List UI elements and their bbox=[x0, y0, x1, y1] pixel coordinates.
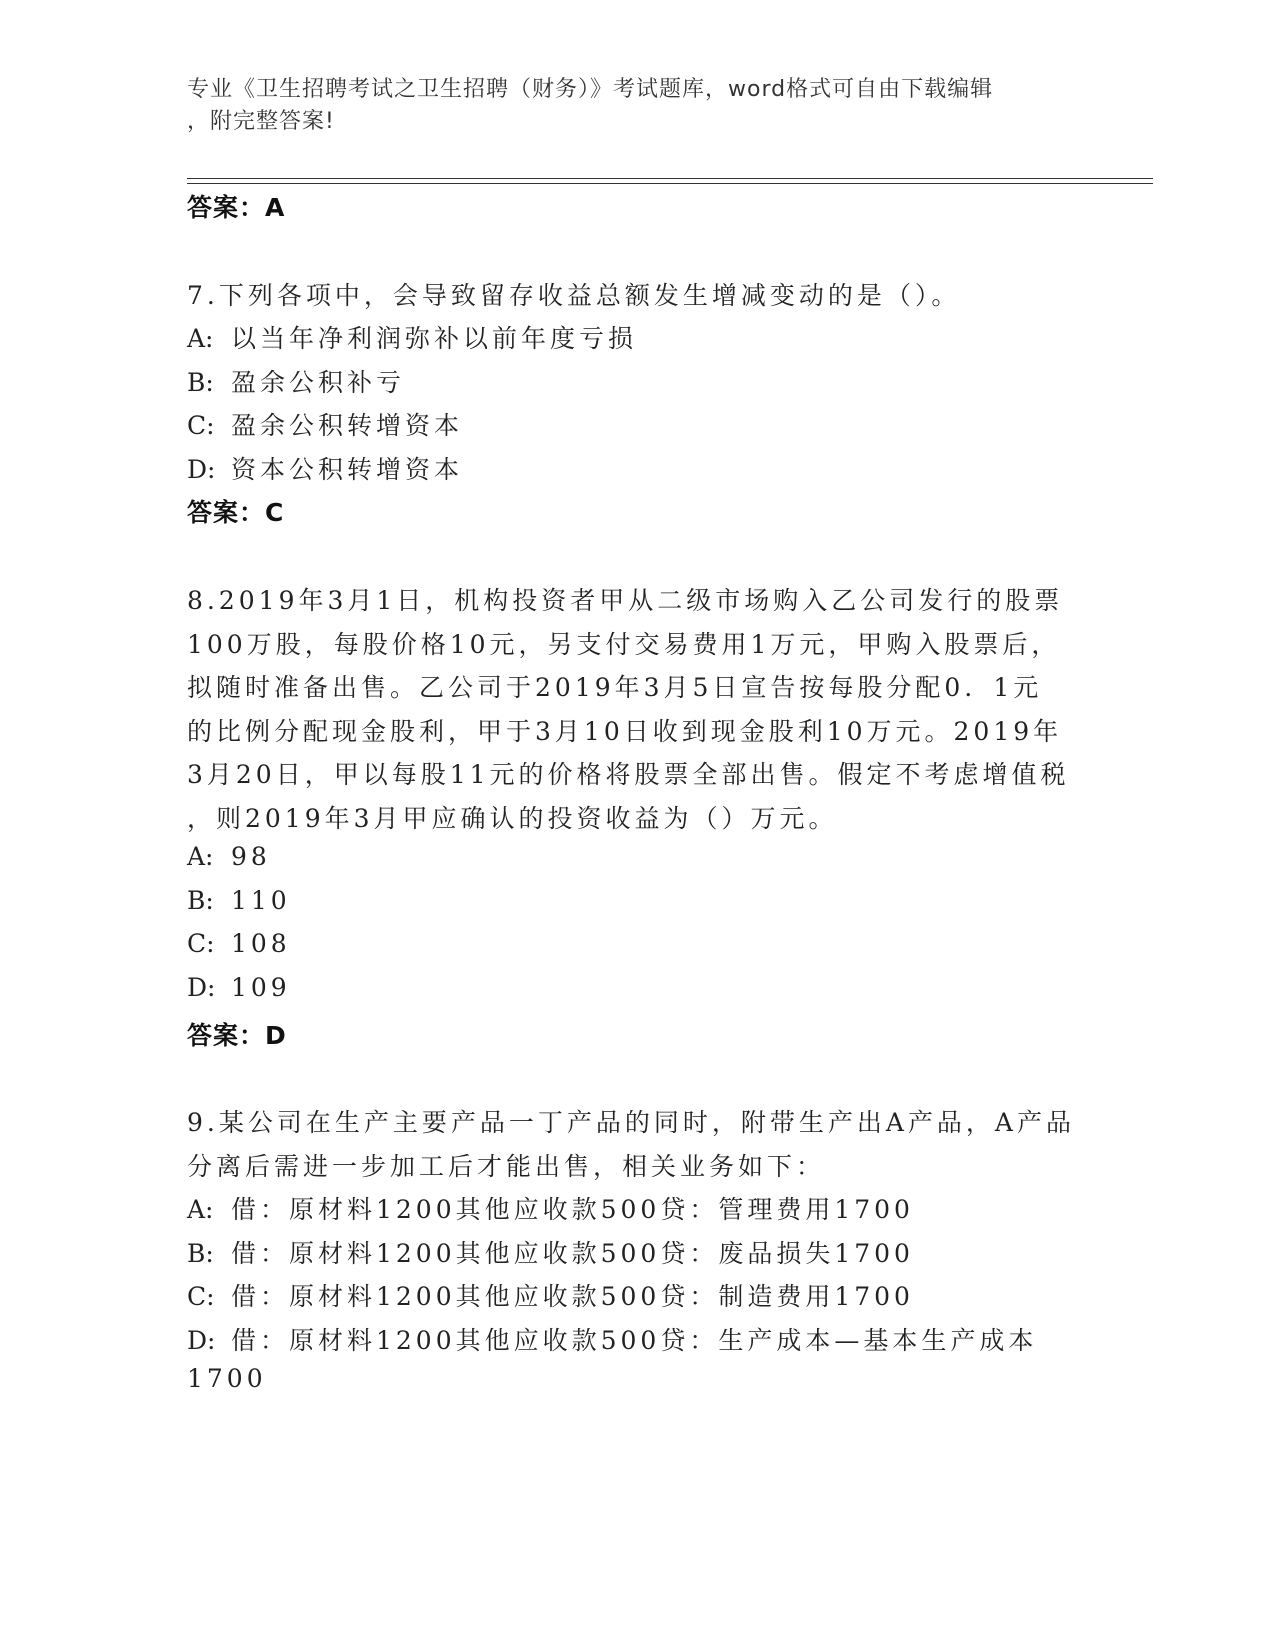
q9-stem-line-2: 分离后需进一步加工后才能出售，相关业务如下： bbox=[187, 1152, 826, 1181]
option-label: C: bbox=[187, 411, 215, 440]
option-label: D: bbox=[187, 455, 216, 484]
q8-stem-line-6: ，则2019年3月甲应确认的投资收益为（）万元。 bbox=[187, 804, 838, 833]
q9-stem-line-1: 9.某公司在生产主要产品一丁产品的同时，附带生产出A产品，A产品 bbox=[187, 1108, 1075, 1137]
q7-option-c bbox=[187, 406, 463, 442]
option-text: 108 bbox=[231, 929, 291, 958]
q8-option-b bbox=[187, 886, 291, 915]
option-label: B: bbox=[187, 368, 214, 397]
option-label: B: bbox=[187, 886, 214, 915]
option-text: 借：原材料1200其他应收款500贷：废品损失1700 bbox=[231, 1239, 914, 1268]
q8-stem-line-5: 3月20日，甲以每股11元的价格将股票全部出售。假定不考虑增值税 bbox=[187, 760, 1070, 789]
option-text: 资本公积转增资本 bbox=[231, 455, 464, 484]
answer-value: A bbox=[265, 193, 286, 222]
q7-option-d bbox=[187, 450, 463, 486]
q9-option-c bbox=[187, 1277, 914, 1313]
option-text: 109 bbox=[231, 973, 291, 1002]
option-text: 以当年净利润弥补以前年度亏损 bbox=[231, 324, 638, 353]
header-divider-bottom bbox=[187, 183, 1153, 184]
answer-previous bbox=[187, 188, 285, 224]
option-text: 借：原材料1200其他应收款500贷：制造费用1700 bbox=[231, 1282, 914, 1311]
option-text: 借：原材料1200其他应收款500贷：管理费用1700 bbox=[231, 1195, 914, 1224]
option-label: A: bbox=[187, 324, 214, 353]
answer-value: C bbox=[265, 498, 285, 527]
option-label: C: bbox=[187, 1282, 215, 1311]
header-line-2: ，附完整答案! bbox=[187, 109, 335, 134]
q7-option-b bbox=[187, 363, 405, 399]
answer-q8 bbox=[187, 1016, 287, 1052]
option-label: D: bbox=[187, 1326, 216, 1355]
option-text: 借：原材料1200其他应收款500贷：生产成本—基本生产成本 bbox=[231, 1326, 1038, 1355]
q8-option-a bbox=[187, 842, 271, 871]
option-label: C: bbox=[187, 929, 215, 958]
option-label: A: bbox=[187, 842, 214, 871]
option-label: D: bbox=[187, 973, 216, 1002]
q8-stem-line-1: 8.2019年3月1日，机构投资者甲从二级市场购入乙公司发行的股票 bbox=[187, 586, 1064, 615]
q9-option-a bbox=[187, 1190, 914, 1226]
q9-option-b bbox=[187, 1234, 914, 1270]
option-label: B: bbox=[187, 1239, 214, 1268]
q9-option-d bbox=[187, 1321, 1037, 1357]
option-text: 98 bbox=[231, 842, 271, 871]
answer-q7 bbox=[187, 493, 284, 529]
q8-stem-line-4: 的比例分配现金股利，甲于3月10日收到现金股利10万元。2019年 bbox=[187, 717, 1063, 746]
q8-stem-line-3: 拟随时准备出售。乙公司于2019年3月5日宣告按每股分配0．1元 bbox=[187, 673, 1043, 702]
q7-option-a bbox=[187, 319, 637, 355]
header-divider-top bbox=[187, 178, 1153, 179]
option-text: 110 bbox=[231, 886, 291, 915]
option-label: A: bbox=[187, 1195, 214, 1224]
document-header bbox=[187, 74, 1087, 138]
option-text: 盈余公积补亏 bbox=[231, 368, 406, 397]
q8-option-c bbox=[187, 929, 291, 958]
q8-option-d bbox=[187, 973, 291, 1002]
q8-stem-line-2: 100万股，每股价格10元，另支付交易费用1万元，甲购入股票后， bbox=[187, 630, 1061, 659]
answer-value: D bbox=[265, 1021, 287, 1050]
q7-stem: 7.下列各项中，会导致留存收益总额发生增减变动的是（）。 bbox=[187, 281, 961, 310]
header-line-1: 专业《卫生招聘考试之卫生招聘（财务）》考试题库，word格式可自由下载编辑 bbox=[187, 77, 994, 102]
answer-prefix: 答案： bbox=[187, 498, 266, 527]
answer-prefix: 答案： bbox=[187, 1021, 266, 1050]
option-text: 盈余公积转增资本 bbox=[231, 411, 464, 440]
q9-option-d-continuation: 1700 bbox=[187, 1364, 267, 1393]
answer-prefix: 答案： bbox=[187, 193, 266, 222]
